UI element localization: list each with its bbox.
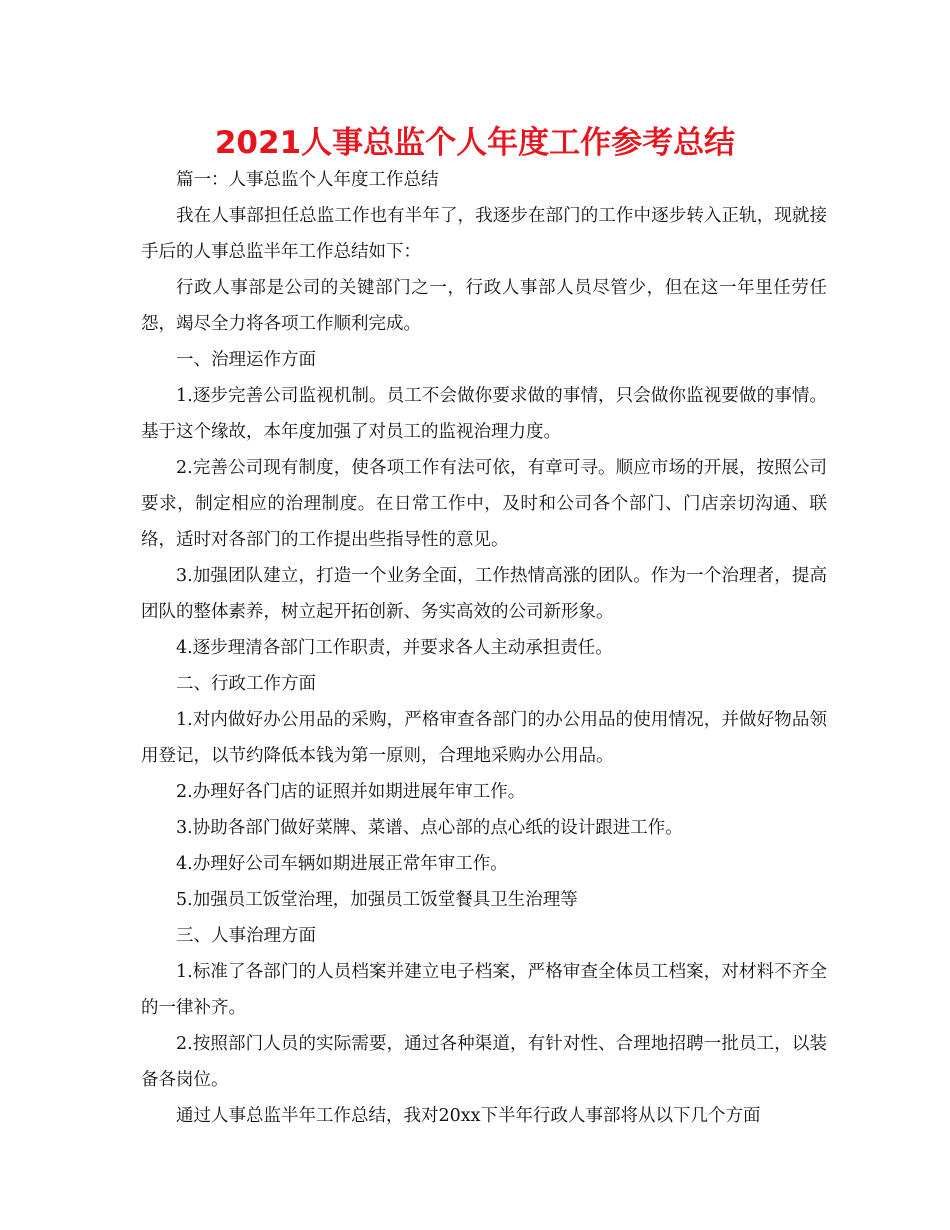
list-item: 1.标准了各部门的人员档案并建立电子档案，严格审查全体员工档案，对材料不齐全的一律补齐。 <box>141 962 827 1018</box>
list-item: 3.协助各部门做好菜牌、菜谱、点心部的点心纸的设计跟进工作。 <box>176 818 683 838</box>
paragraph-department: 行政人事部是公司的关键部门之一，行政人事部人员尽管少，但在这一年里任劳任怨，竭尽全力将各项工作顺利完成。 <box>141 278 827 334</box>
list-item: 2.完善公司现有制度，使各项工作有法可依，有章可寻。顺应市场的开展，按照公司要求，制定相应的治理制度。在日常工作中，及时和公司各个部门、门店亲切沟通、联络，适时对各部门的工作提出些指导性的意见。 <box>141 458 827 550</box>
heading-administration: 二、行政工作方面 <box>176 674 316 694</box>
list-item: 1.逐步完善公司监视机制。员工不会做你要求做的事情，只会做你监视要做的事情。基于这个缘故，本年度加强了对员工的监视治理力度。 <box>141 386 827 442</box>
paragraph-intro: 我在人事部担任总监工作也有半年了，我逐步在部门的工作中逐步转入正轨，现就接手后的人事总监半年工作总结如下： <box>141 206 827 262</box>
paragraph-conclusion: 通过人事总监半年工作总结，我对20xx下半年行政人事部将从以下几个方面 <box>176 1106 761 1126</box>
list-item: 4.办理好公司车辆如期进展正常年审工作。 <box>176 854 508 874</box>
list-item: 2.按照部门人员的实际需要，通过各种渠道，有针对性、合理地招聘一批员工，以装备各岗位。 <box>141 1034 827 1090</box>
list-item: 3.加强团队建立，打造一个业务全面，工作热情高涨的团队。作为一个治理者，提高团队的整体素养，树立起开拓创新、务实高效的公司新形象。 <box>141 566 827 622</box>
paragraph-section-heading: 篇一：人事总监个人年度工作总结 <box>176 170 439 190</box>
document-body <box>141 162 827 1134</box>
list-item: 2.办理好各门店的证照并如期进展年审工作。 <box>176 782 526 802</box>
list-item: 5.加强员工饭堂治理，加强员工饭堂餐具卫生治理等 <box>176 890 578 910</box>
list-item: 1.对内做好办公用品的采购，严格审查各部门的办公用品的使用情况，并做好物品领用登记，以节约降低本钱为第一原则，合理地采购办公用品。 <box>141 710 827 766</box>
document-title: 2021人事总监个人年度工作参考总结 <box>214 125 736 161</box>
list-item: 4.逐步理清各部门工作职责，并要求各人主动承担责任。 <box>176 638 613 658</box>
heading-personnel: 三、人事治理方面 <box>176 926 316 946</box>
heading-management: 一、治理运作方面 <box>176 350 316 370</box>
